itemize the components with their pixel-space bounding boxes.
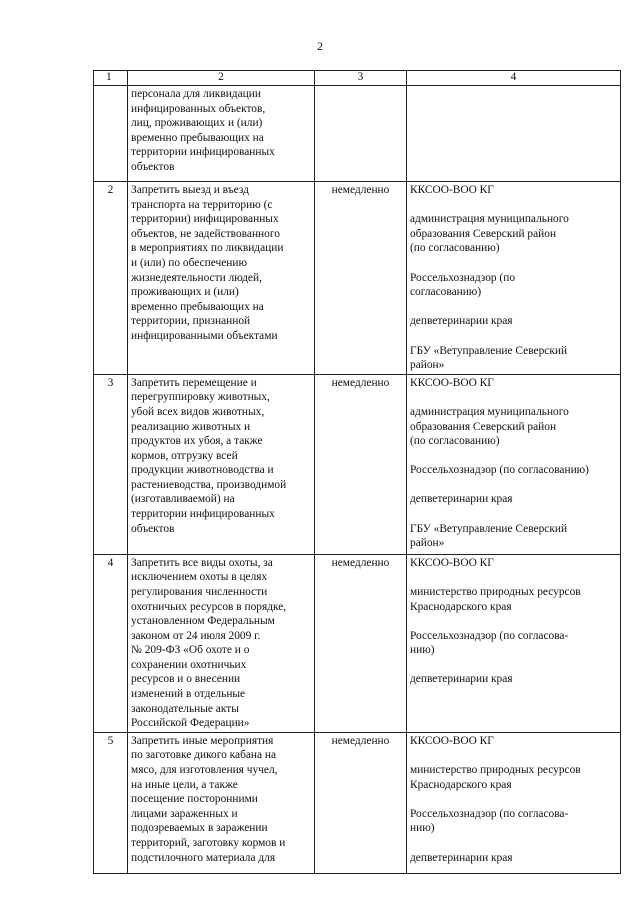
- description-line: на иные цели, а также: [131, 778, 238, 791]
- description-line: территории) инфицированных: [131, 213, 279, 226]
- description-line: Российской Федерации»: [131, 717, 250, 730]
- description-line: Запретить все виды охоты, за: [131, 556, 273, 569]
- description-line: № 209-ФЗ «Об охоте и о: [131, 644, 250, 657]
- measure-description: [128, 86, 315, 182]
- header-col-2: 2: [128, 71, 315, 86]
- responsible-party: [410, 807, 617, 836]
- party-line: ГБУ «Ветуправление Северский: [410, 522, 568, 535]
- party-line: согласованию): [410, 286, 482, 299]
- party-line: (по согласованию): [410, 435, 500, 448]
- description-line: изменений в отдельные: [131, 688, 246, 701]
- responsible-party: [410, 585, 617, 614]
- description-line: жизнедеятельности людей,: [131, 271, 262, 284]
- responsible-party: [410, 492, 617, 507]
- description-line: лицами зараженных и: [131, 807, 238, 820]
- table-row: [94, 182, 621, 375]
- party-line: район»: [410, 359, 445, 372]
- description-line: инфицированных объектов,: [131, 102, 266, 115]
- responsible-party: [410, 463, 617, 478]
- responsible-parties: [407, 374, 621, 554]
- table-row: [94, 86, 621, 182]
- row-number: [94, 86, 128, 182]
- description-line: территорий, заготовку кормов и: [131, 837, 286, 849]
- responsible-party: [410, 556, 617, 571]
- party-line: ГБУ «Ветуправление Северский: [410, 344, 568, 357]
- description-line: убой всех видов животных,: [131, 405, 265, 418]
- party-line: образования Северский район: [410, 227, 557, 240]
- party-line: администрация муниципального: [410, 405, 569, 418]
- description-line: мясо, для изготовления чучел,: [131, 764, 278, 777]
- row-number: 5: [94, 732, 128, 873]
- description-line: подозреваемых в заражении: [131, 822, 268, 835]
- table-row: [94, 374, 621, 554]
- responsible-party: [410, 672, 617, 687]
- description-line: сохранении охотничьих: [131, 658, 247, 671]
- description-line: территории инфицированных: [131, 508, 275, 521]
- responsible-party: [410, 522, 617, 551]
- party-line: депветеринарии края: [410, 315, 513, 328]
- description-line: инфицированными объектами: [131, 329, 278, 342]
- description-line: продукции животноводства и: [131, 464, 274, 477]
- party-line: ККСОО-ВОО КГ: [410, 376, 494, 389]
- description-line: объектов, не задействованного: [131, 227, 280, 240]
- deadline: немедленно: [315, 182, 407, 375]
- description-line: по заготовке дикого кабана на: [131, 749, 277, 762]
- party-line: ККСОО-ВОО КГ: [410, 184, 494, 196]
- party-line: ККСОО-ВОО КГ: [410, 734, 494, 747]
- description-line: перегруппировку животных,: [131, 391, 270, 404]
- responsible-parties: [407, 182, 621, 375]
- party-line: образования Северский район: [410, 420, 557, 433]
- party-line: нию): [410, 822, 435, 835]
- deadline: немедленно: [315, 732, 407, 873]
- description-line: и (или) по обеспечению: [131, 256, 247, 269]
- description-line: исключением охоты в целях: [131, 571, 268, 584]
- party-line: депветеринарии края: [410, 851, 513, 864]
- row-number: 2: [94, 182, 128, 375]
- party-line: нию): [410, 644, 435, 657]
- description-line: Запретить иные мероприятия: [131, 734, 274, 747]
- measure-description: [128, 374, 315, 554]
- description-line: объектов: [131, 160, 175, 173]
- party-line: министерство природных ресурсов: [410, 585, 581, 598]
- party-line: депветеринарии края: [410, 673, 513, 686]
- description-line: проживающих и (или): [131, 286, 239, 299]
- responsible-parties: [407, 554, 621, 732]
- table-row: [94, 732, 621, 873]
- description-line: объектов: [131, 522, 175, 535]
- description-line: Запретить выезд и въезд: [131, 184, 249, 196]
- description-line: ресурсов и о внесении: [131, 673, 241, 686]
- responsible-parties: [407, 86, 621, 182]
- responsible-party: [410, 851, 617, 866]
- party-line: Россельхознадзор (по: [410, 271, 516, 284]
- party-line: министерство природных ресурсов: [410, 764, 581, 777]
- description-line: подстилочного материала для: [131, 851, 276, 864]
- party-line: администрация муниципального: [410, 213, 569, 226]
- measures-table: [93, 70, 621, 874]
- header-col-3: 3: [315, 71, 407, 86]
- measure-description: [128, 732, 315, 873]
- description-line: установленном Федеральным: [131, 615, 275, 628]
- party-line: район»: [410, 537, 445, 550]
- description-line: реализацию животных и: [131, 420, 251, 433]
- deadline: немедленно: [315, 554, 407, 732]
- description-line: временно пребывающих на: [131, 300, 264, 313]
- measure-description: [128, 182, 315, 375]
- responsible-party: [410, 344, 617, 373]
- responsible-parties: [407, 732, 621, 873]
- party-line: ККСОО-ВОО КГ: [410, 556, 494, 569]
- description-line: лиц, проживающих и (или): [131, 117, 263, 130]
- description-line: растениеводства, производимой: [131, 478, 287, 491]
- description-line: продуктов их убоя, а также: [131, 435, 263, 448]
- description-line: Запретить перемещение и: [131, 376, 257, 389]
- description-line: законодательные акты: [131, 702, 239, 715]
- header-col-1: 1: [94, 71, 128, 86]
- header-col-4: 4: [407, 71, 621, 86]
- description-line: посещение посторонними: [131, 793, 258, 806]
- party-line: Россельхознадзор (по согласова-: [410, 807, 569, 820]
- description-line: (изготавливаемой) на: [131, 493, 235, 506]
- row-number: 4: [94, 554, 128, 732]
- responsible-party: [410, 405, 617, 449]
- measure-description: [128, 554, 315, 732]
- responsible-party: [410, 763, 617, 792]
- party-line: Краснодарского края: [410, 778, 512, 791]
- description-line: территории инфицированных: [131, 146, 275, 159]
- table-row: [94, 554, 621, 732]
- page-number: 2: [317, 39, 323, 53]
- description-line: кормов, отгрузку всей: [131, 449, 238, 462]
- party-line: (по согласованию): [410, 242, 500, 255]
- responsible-party: [410, 376, 617, 391]
- responsible-party: [410, 212, 617, 256]
- party-line: Россельхознадзор (по согласова-: [410, 629, 569, 642]
- table-header-row: [94, 71, 621, 86]
- deadline: немедленно: [315, 374, 407, 554]
- description-line: временно пребывающих на: [131, 131, 264, 144]
- description-line: персонала для ликвидации: [131, 88, 261, 100]
- responsible-party: [410, 629, 617, 658]
- description-line: регулирования численности: [131, 585, 268, 598]
- description-line: законом от 24 июля 2009 г.: [131, 629, 261, 642]
- responsible-party: [410, 314, 617, 329]
- description-line: охотничьих ресурсов в порядке,: [131, 600, 287, 613]
- party-line: Краснодарского края: [410, 600, 512, 613]
- responsible-party: [410, 734, 617, 749]
- row-number: 3: [94, 374, 128, 554]
- description-line: территории, признанной: [131, 315, 251, 328]
- description-line: в мероприятиях по ликвидации: [131, 242, 284, 255]
- description-line: транспорта на территорию (с: [131, 198, 273, 211]
- responsible-party: [410, 271, 617, 300]
- party-line: депветеринарии края: [410, 493, 513, 506]
- deadline: [315, 86, 407, 182]
- party-line: Россельхознадзор (по согласованию): [410, 464, 589, 477]
- responsible-party: [410, 183, 617, 198]
